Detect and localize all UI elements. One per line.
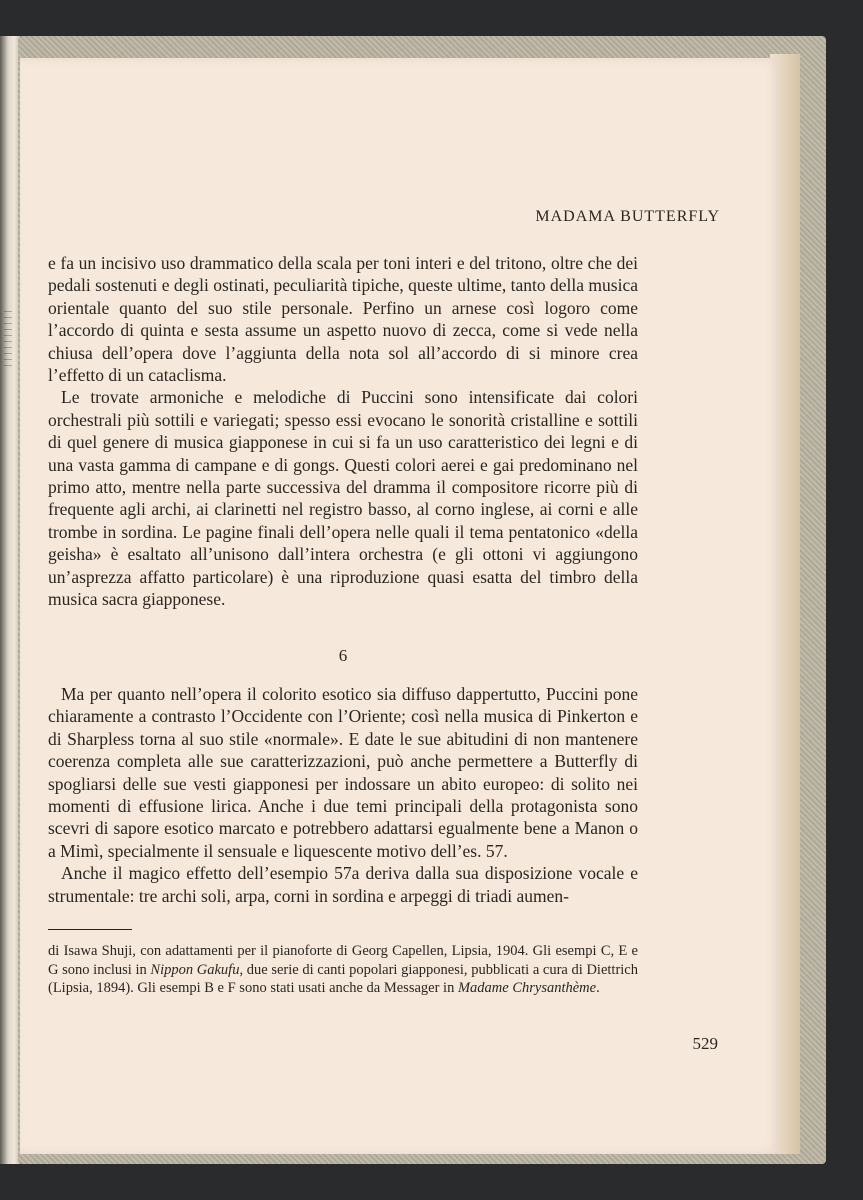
paragraph: e fa un incisivo uso drammatico della scala per toni interi e del tritono, oltre che dei pedali sostenuti e degli ostinati, peculiarità tipiche, queste ultime, tanto della musica orientale quanto del suo stile personale. Perfino un arnese così logoro come l’accordo di quinta e sesta assume un aspetto nuovo di zecca, come si vede nella chiusa dell’opera dove l’aggiunta della nota sol all’accordo di si minore crea l’effetto di un cataclisma. — [48, 253, 638, 386]
footnote-text: di Isawa Shuji, con adattamenti per il pianoforte di Georg Capellen, Lipsia, 1904. Gli esempi C, E e G sono inclusi in — [48, 943, 638, 978]
book-left-edge — [0, 36, 20, 1164]
paragraph: Le trovate armoniche e melodiche di Puccini sono intensificate dai colori orchestrali più sottili e variegati; spesso essi evocano le sonorità cristalline e sottili di quel genere di musica giapponese in cui si fa un uso caratteristico dei legni e di una vasta gamma di campane e di gongs. Questi colori aerei e gai predominano nel primo atto, mentre nella parte successiva del dramma il compositore ricorre più di frequente agli archi, ai clarinetti nel registro basso, al corno inglese, ai corni e alle trombe in sordina. Le pagine finali dell’opera nelle quali il tema pentatonico «della geisha» è esaltato all’unisono dall’intera orchestra (e gli ottoni vi aggiungono un’asprezza affatto particolare) è una riproduzione quasi esatta del timbro della musica sacra giapponese. — [48, 387, 638, 610]
spine-marks — [4, 306, 12, 366]
paragraph: Ma per quanto nell’opera il colorito esotico sia diffuso dappertutto, Puccini pone chiaramente a contrasto l’Occidente con l’Oriente; così nella musica di Pinkerton e di Sharpless torna al suo stile «normale». E date le sue abitudini di non mantenere coerenza completa alle sue caratterizzazioni, può anche permettere a Butterfly di spogliarsi delle sue vesti giapponesi per indossare un abito europeo: di solito nei momenti di effusione lirica. Anche i due temi principali della protagonista sono scevri di sapore esotico marcato e potrebbero adattarsi egualmente bene a Manon o a Mimì, specialmente il sensuale e liquescente motivo dell’es. 57. — [48, 684, 638, 861]
footnote-text: . — [596, 980, 600, 997]
body-text-bottom — [48, 683, 638, 907]
footnote-title-madame-chrysantheme: Madame Chrysanthème — [457, 980, 597, 997]
footnote-text: , due serie di canti popolari giapponesi, pubblicati a cura di Diettrich (Lipsia, 1894). Gli esempi B e F sono stati usati anche da Messager in — [48, 961, 638, 997]
running-head: MADAMA BUTTERFLY — [535, 208, 720, 225]
body-text-top — [48, 252, 638, 611]
footnote-title-nippon-gakufu: Nippon Gakufu — [150, 961, 240, 978]
section-number: 6 — [338, 646, 348, 665]
footnote-rule — [48, 929, 132, 930]
footnote — [48, 942, 638, 998]
page-number: 529 — [692, 1034, 718, 1053]
paragraph: Anche il magico effetto dell’esempio 57a deriva dalla sua disposizione vocale e strumentale: tre archi soli, arpa, corni in sordina e arpeggi di triadi aumen- — [48, 863, 638, 906]
